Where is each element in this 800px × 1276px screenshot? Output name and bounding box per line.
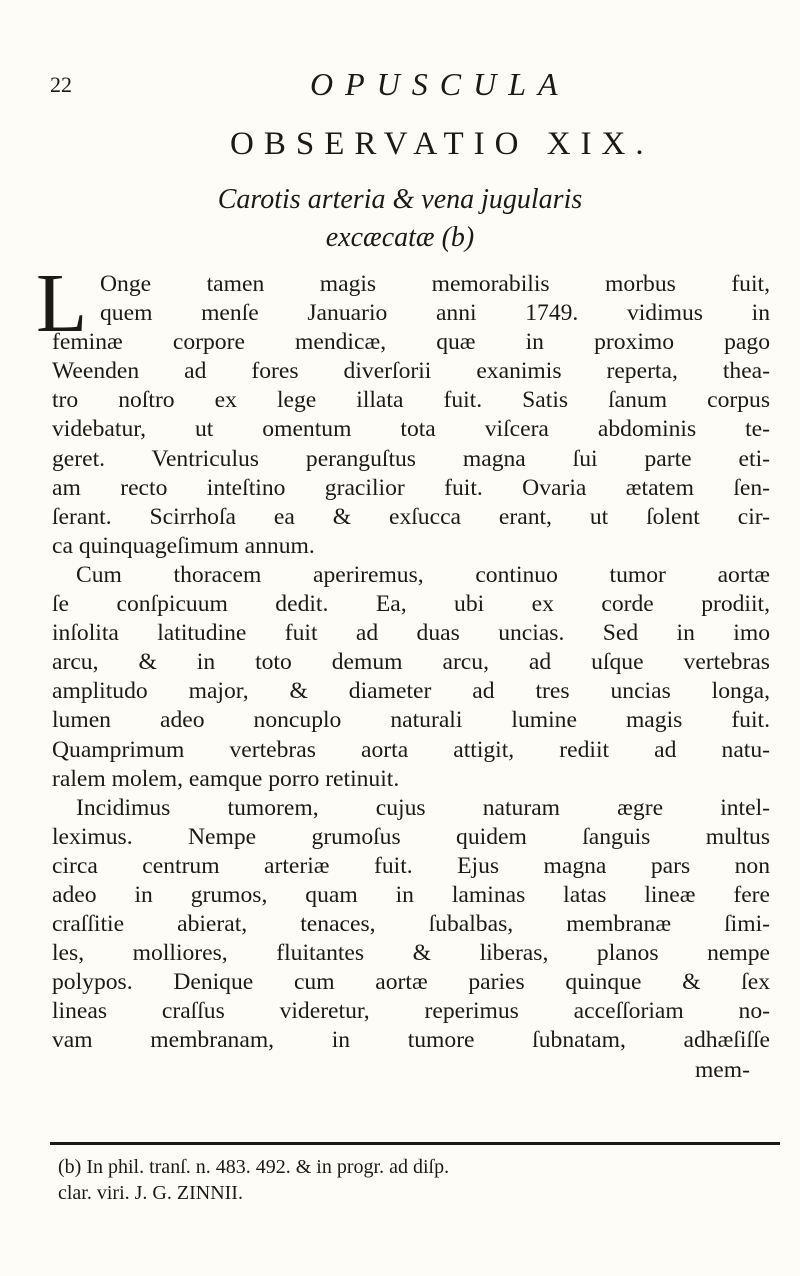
body-line: vam membranam, in tumore ſubnatam, adhæſiſſe <box>52 1027 770 1054</box>
body-line: Cum thoracem aperiremus, continuo tumor aortæ <box>76 561 770 588</box>
body-line: Weenden ad fores diverſorii exanimis reperta, thea- <box>52 358 770 385</box>
body-line: Incidimus tumorem, cujus naturam ægre intel- <box>76 794 770 821</box>
observation-subtitle-line1: Carotis arteria & vena jugularis <box>217 184 583 215</box>
drop-capital: L <box>36 257 88 350</box>
body-line: ſerant. Scirrhoſa ea & exſucca erant, ut ſolent cir- <box>52 503 770 530</box>
body-line: leximus. Nempe grumoſus quidem ſanguis multus <box>52 823 770 850</box>
running-title: OPUSCULA <box>310 66 570 102</box>
body-line: feminæ corpore mendicæ, quæ in proximo pago <box>52 329 770 356</box>
observation-subtitle-line2: excæcatæ (b) <box>325 222 475 253</box>
footnote-line: clar. viri. J. G. ZINNII. <box>58 1182 243 1204</box>
body-line: Quamprimum vertebras aorta attigit, rediit ad natu- <box>52 736 770 763</box>
body-line: ralem molem, eamque porro retinuit. <box>52 765 400 792</box>
body-line: ſe conſpicuum dedit. Ea, ubi ex corde prodiit, <box>52 591 770 618</box>
observation-title: OBSERVATIO XIX. <box>230 126 654 162</box>
footnote-rule <box>50 1142 780 1145</box>
body-line: craſſitie abierat, tenaces, ſubalbas, membranæ ſimi- <box>52 911 770 938</box>
catchword: mem- <box>694 1056 750 1083</box>
body-line: ca quinquageſimum annum. <box>52 532 315 559</box>
body-line: arcu, & in toto demum arcu, ad uſque vertebras <box>52 649 770 676</box>
footnote <box>58 1154 770 1206</box>
body-text <box>52 270 770 1085</box>
body-line: lumen adeo noncuplo naturali lumine magis fuit. <box>52 707 770 734</box>
body-line: circa centrum arteriæ fuit. Ejus magna pars non <box>52 852 770 879</box>
body-line: am recto inteſtino gracilior fuit. Ovaria ætatem ſen- <box>52 474 770 501</box>
body-line: inſolita latitudine fuit ad duas uncias. Sed in imo <box>52 620 770 647</box>
body-line: polypos. Denique cum aortæ paries quinque & ſex <box>52 969 770 996</box>
body-line: geret. Ventriculus peranguſtus magna ſui parte eti- <box>52 445 770 472</box>
footnote-line: (b) In phil. tranſ. n. 483. 492. & in progr. ad diſp. <box>58 1156 450 1178</box>
page-number: 22 <box>50 72 72 97</box>
body-line: videbatur, ut omentum tota viſcera abdominis te- <box>52 416 770 443</box>
body-line: quem menſe Januario anni 1749. vidimus in <box>100 300 770 327</box>
body-line: Onge tamen magis memorabilis morbus fuit, <box>100 271 770 297</box>
body-line: lineas craſſus videretur, reperimus acceſſoriam no- <box>52 998 770 1025</box>
body-line: adeo in grumos, quam in laminas latas lineæ fere <box>52 881 770 908</box>
body-line: les, molliores, fluitantes & liberas, planos nempe <box>52 940 770 967</box>
body-line: tro noſtro ex lege illata fuit. Satis ſanum corpus <box>52 387 770 414</box>
body-line: amplitudo major, & diameter ad tres uncias longa, <box>52 678 770 705</box>
